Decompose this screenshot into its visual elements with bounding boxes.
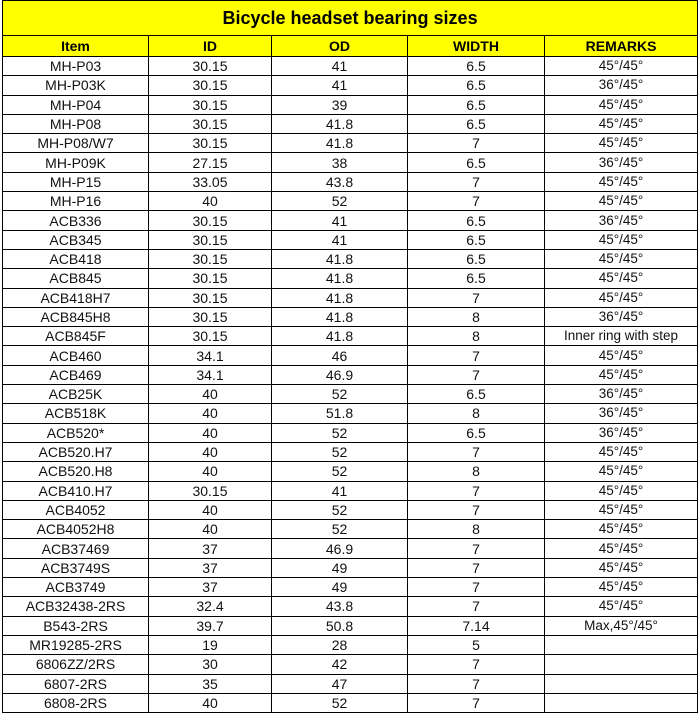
cell-remarks: 45°/45° bbox=[545, 230, 698, 249]
table-row bbox=[3, 385, 698, 404]
cell-item: ACB520.H7 bbox=[3, 442, 149, 461]
cell-remarks: 45°/45° bbox=[545, 57, 698, 76]
cell-od: 41.8 bbox=[272, 288, 408, 307]
table-row bbox=[3, 616, 698, 635]
cell-remarks: Max,45°/45° bbox=[545, 616, 698, 635]
table-row bbox=[3, 500, 698, 519]
cell-remarks: 45°/45° bbox=[545, 558, 698, 577]
column-header-od: OD bbox=[272, 36, 408, 57]
cell-width: 7 bbox=[408, 693, 545, 712]
cell-od: 41.8 bbox=[272, 249, 408, 268]
table-row bbox=[3, 442, 698, 461]
cell-item: MH-P16 bbox=[3, 192, 149, 211]
table-row bbox=[3, 404, 698, 423]
cell-item: ACB520* bbox=[3, 423, 149, 442]
cell-id: 30.15 bbox=[149, 57, 272, 76]
cell-remarks: 45°/45° bbox=[545, 346, 698, 365]
cell-id: 35 bbox=[149, 674, 272, 693]
cell-id: 40 bbox=[149, 192, 272, 211]
cell-id: 30.15 bbox=[149, 327, 272, 346]
cell-od: 41 bbox=[272, 57, 408, 76]
cell-remarks bbox=[545, 655, 698, 674]
table-row bbox=[3, 95, 698, 114]
cell-item: ACB410.H7 bbox=[3, 481, 149, 500]
cell-width: 7 bbox=[408, 597, 545, 616]
cell-remarks: 45°/45° bbox=[545, 288, 698, 307]
table-row bbox=[3, 635, 698, 654]
cell-remarks: 45°/45° bbox=[545, 95, 698, 114]
cell-item: B543-2RS bbox=[3, 616, 149, 635]
cell-item: MH-P04 bbox=[3, 95, 149, 114]
table-row bbox=[3, 655, 698, 674]
cell-od: 51.8 bbox=[272, 404, 408, 423]
cell-width: 6.5 bbox=[408, 95, 545, 114]
table-row bbox=[3, 462, 698, 481]
table-row bbox=[3, 597, 698, 616]
cell-item: ACB25K bbox=[3, 385, 149, 404]
cell-id: 19 bbox=[149, 635, 272, 654]
cell-id: 40 bbox=[149, 520, 272, 539]
cell-od: 49 bbox=[272, 558, 408, 577]
cell-remarks: 36°/45° bbox=[545, 385, 698, 404]
table-body bbox=[3, 57, 698, 713]
cell-od: 43.8 bbox=[272, 172, 408, 191]
cell-item: ACB845H8 bbox=[3, 307, 149, 326]
cell-item: MH-P15 bbox=[3, 172, 149, 191]
table-row bbox=[3, 481, 698, 500]
cell-od: 38 bbox=[272, 153, 408, 172]
cell-width: 6.5 bbox=[408, 114, 545, 133]
cell-id: 40 bbox=[149, 500, 272, 519]
cell-width: 7 bbox=[408, 578, 545, 597]
cell-item: 6806ZZ/2RS bbox=[3, 655, 149, 674]
cell-width: 7 bbox=[408, 655, 545, 674]
cell-item: MH-P08 bbox=[3, 114, 149, 133]
table-row bbox=[3, 230, 698, 249]
cell-item: ACB469 bbox=[3, 365, 149, 384]
cell-id: 30.15 bbox=[149, 114, 272, 133]
cell-width: 6.5 bbox=[408, 57, 545, 76]
cell-id: 30.15 bbox=[149, 76, 272, 95]
table-row bbox=[3, 114, 698, 133]
cell-remarks bbox=[545, 674, 698, 693]
table-row bbox=[3, 578, 698, 597]
table-row bbox=[3, 423, 698, 442]
cell-item: ACB4052H8 bbox=[3, 520, 149, 539]
table-row bbox=[3, 288, 698, 307]
cell-width: 6.5 bbox=[408, 211, 545, 230]
cell-id: 37 bbox=[149, 539, 272, 558]
cell-width: 7 bbox=[408, 442, 545, 461]
cell-od: 39 bbox=[272, 95, 408, 114]
cell-id: 40 bbox=[149, 385, 272, 404]
cell-od: 52 bbox=[272, 385, 408, 404]
cell-width: 8 bbox=[408, 307, 545, 326]
cell-width: 7 bbox=[408, 288, 545, 307]
cell-width: 6.5 bbox=[408, 249, 545, 268]
cell-id: 30 bbox=[149, 655, 272, 674]
table-row bbox=[3, 520, 698, 539]
cell-id: 30.15 bbox=[149, 288, 272, 307]
cell-od: 47 bbox=[272, 674, 408, 693]
table-row bbox=[3, 172, 698, 191]
cell-od: 41.8 bbox=[272, 114, 408, 133]
cell-width: 8 bbox=[408, 520, 545, 539]
cell-remarks: 36°/45° bbox=[545, 307, 698, 326]
cell-width: 7 bbox=[408, 674, 545, 693]
cell-od: 52 bbox=[272, 693, 408, 712]
cell-id: 30.15 bbox=[149, 307, 272, 326]
cell-remarks: 45°/45° bbox=[545, 539, 698, 558]
cell-od: 41.8 bbox=[272, 134, 408, 153]
cell-width: 5 bbox=[408, 635, 545, 654]
cell-od: 41.8 bbox=[272, 269, 408, 288]
cell-id: 30.15 bbox=[149, 95, 272, 114]
table-row bbox=[3, 134, 698, 153]
cell-id: 34.1 bbox=[149, 365, 272, 384]
cell-od: 28 bbox=[272, 635, 408, 654]
cell-id: 30.15 bbox=[149, 481, 272, 500]
cell-item: ACB32438-2RS bbox=[3, 597, 149, 616]
cell-od: 52 bbox=[272, 462, 408, 481]
cell-width: 7 bbox=[408, 346, 545, 365]
title-row bbox=[3, 1, 698, 36]
cell-remarks bbox=[545, 635, 698, 654]
table-row bbox=[3, 153, 698, 172]
cell-item: ACB520.H8 bbox=[3, 462, 149, 481]
cell-id: 32.4 bbox=[149, 597, 272, 616]
cell-item: ACB845F bbox=[3, 327, 149, 346]
cell-item: ACB845 bbox=[3, 269, 149, 288]
cell-od: 41 bbox=[272, 211, 408, 230]
table-row bbox=[3, 211, 698, 230]
cell-remarks: 45°/45° bbox=[545, 442, 698, 461]
column-header-width: WIDTH bbox=[408, 36, 545, 57]
cell-remarks bbox=[545, 693, 698, 712]
cell-id: 30.15 bbox=[149, 269, 272, 288]
cell-od: 52 bbox=[272, 442, 408, 461]
cell-id: 30.15 bbox=[149, 249, 272, 268]
table-row bbox=[3, 346, 698, 365]
cell-remarks: 45°/45° bbox=[545, 114, 698, 133]
table-row bbox=[3, 192, 698, 211]
cell-remarks: 36°/45° bbox=[545, 153, 698, 172]
cell-item: ACB418 bbox=[3, 249, 149, 268]
cell-od: 41 bbox=[272, 230, 408, 249]
cell-remarks: 45°/45° bbox=[545, 462, 698, 481]
cell-width: 6.5 bbox=[408, 230, 545, 249]
table-row bbox=[3, 249, 698, 268]
cell-od: 41.8 bbox=[272, 307, 408, 326]
cell-id: 37 bbox=[149, 558, 272, 577]
cell-remarks: 45°/45° bbox=[545, 249, 698, 268]
cell-remarks: 45°/45° bbox=[545, 365, 698, 384]
cell-id: 30.15 bbox=[149, 230, 272, 249]
cell-od: 41.8 bbox=[272, 327, 408, 346]
cell-width: 8 bbox=[408, 462, 545, 481]
cell-od: 41 bbox=[272, 76, 408, 95]
cell-width: 7 bbox=[408, 539, 545, 558]
cell-width: 6.5 bbox=[408, 385, 545, 404]
cell-item: ACB37469 bbox=[3, 539, 149, 558]
cell-remarks: 36°/45° bbox=[545, 423, 698, 442]
cell-item: ACB336 bbox=[3, 211, 149, 230]
cell-od: 52 bbox=[272, 423, 408, 442]
cell-od: 52 bbox=[272, 192, 408, 211]
cell-item: ACB518K bbox=[3, 404, 149, 423]
cell-width: 7 bbox=[408, 481, 545, 500]
cell-od: 46 bbox=[272, 346, 408, 365]
cell-remarks: 45°/45° bbox=[545, 578, 698, 597]
cell-item: ACB418H7 bbox=[3, 288, 149, 307]
cell-od: 52 bbox=[272, 500, 408, 519]
cell-item: MH-P09K bbox=[3, 153, 149, 172]
cell-width: 8 bbox=[408, 404, 545, 423]
cell-id: 40 bbox=[149, 423, 272, 442]
table-row bbox=[3, 539, 698, 558]
column-header-id: ID bbox=[149, 36, 272, 57]
cell-remarks: 36°/45° bbox=[545, 211, 698, 230]
cell-od: 41 bbox=[272, 481, 408, 500]
cell-item: ACB4052 bbox=[3, 500, 149, 519]
cell-od: 43.8 bbox=[272, 597, 408, 616]
table-row bbox=[3, 76, 698, 95]
cell-remarks: 45°/45° bbox=[545, 134, 698, 153]
cell-width: 6.5 bbox=[408, 269, 545, 288]
cell-width: 7 bbox=[408, 192, 545, 211]
table-row bbox=[3, 269, 698, 288]
bearing-size-table bbox=[2, 0, 698, 713]
cell-remarks: 45°/45° bbox=[545, 481, 698, 500]
column-header-row bbox=[3, 36, 698, 57]
cell-remarks: 45°/45° bbox=[545, 269, 698, 288]
cell-od: 46.9 bbox=[272, 365, 408, 384]
cell-item: MH-P08/W7 bbox=[3, 134, 149, 153]
cell-id: 34.1 bbox=[149, 346, 272, 365]
cell-item: ACB460 bbox=[3, 346, 149, 365]
cell-width: 7.14 bbox=[408, 616, 545, 635]
cell-remarks: 45°/45° bbox=[545, 597, 698, 616]
cell-od: 46.9 bbox=[272, 539, 408, 558]
cell-item: ACB345 bbox=[3, 230, 149, 249]
cell-item: ACB3749 bbox=[3, 578, 149, 597]
table-row bbox=[3, 558, 698, 577]
column-header-item: Item bbox=[3, 36, 149, 57]
cell-item: 6807-2RS bbox=[3, 674, 149, 693]
cell-width: 6.5 bbox=[408, 423, 545, 442]
table-row bbox=[3, 307, 698, 326]
cell-id: 30.15 bbox=[149, 134, 272, 153]
cell-item: 6808-2RS bbox=[3, 693, 149, 712]
cell-remarks: 36°/45° bbox=[545, 404, 698, 423]
cell-id: 30.15 bbox=[149, 211, 272, 230]
cell-item: MH-P03 bbox=[3, 57, 149, 76]
cell-id: 40 bbox=[149, 693, 272, 712]
cell-width: 7 bbox=[408, 365, 545, 384]
cell-id: 27.15 bbox=[149, 153, 272, 172]
cell-width: 8 bbox=[408, 327, 545, 346]
cell-width: 7 bbox=[408, 134, 545, 153]
cell-remarks: Inner ring with step bbox=[545, 327, 698, 346]
cell-remarks: 45°/45° bbox=[545, 172, 698, 191]
table-row bbox=[3, 365, 698, 384]
cell-od: 42 bbox=[272, 655, 408, 674]
cell-width: 7 bbox=[408, 172, 545, 191]
cell-od: 52 bbox=[272, 520, 408, 539]
cell-item: ACB3749S bbox=[3, 558, 149, 577]
table-row bbox=[3, 693, 698, 712]
cell-width: 6.5 bbox=[408, 153, 545, 172]
cell-width: 7 bbox=[408, 558, 545, 577]
cell-id: 40 bbox=[149, 404, 272, 423]
cell-item: MR19285-2RS bbox=[3, 635, 149, 654]
cell-remarks: 36°/45° bbox=[545, 76, 698, 95]
cell-item: MH-P03K bbox=[3, 76, 149, 95]
cell-id: 33.05 bbox=[149, 172, 272, 191]
cell-remarks: 45°/45° bbox=[545, 500, 698, 519]
cell-width: 6.5 bbox=[408, 76, 545, 95]
cell-od: 49 bbox=[272, 578, 408, 597]
cell-od: 50.8 bbox=[272, 616, 408, 635]
table-row bbox=[3, 57, 698, 76]
table-row bbox=[3, 674, 698, 693]
column-header-remarks: REMARKS bbox=[545, 36, 698, 57]
table-title: Bicycle headset bearing sizes bbox=[3, 1, 698, 36]
cell-id: 39.7 bbox=[149, 616, 272, 635]
table-row bbox=[3, 327, 698, 346]
cell-remarks: 45°/45° bbox=[545, 520, 698, 539]
cell-width: 7 bbox=[408, 500, 545, 519]
cell-id: 37 bbox=[149, 578, 272, 597]
cell-id: 40 bbox=[149, 462, 272, 481]
cell-remarks: 45°/45° bbox=[545, 192, 698, 211]
cell-id: 40 bbox=[149, 442, 272, 461]
